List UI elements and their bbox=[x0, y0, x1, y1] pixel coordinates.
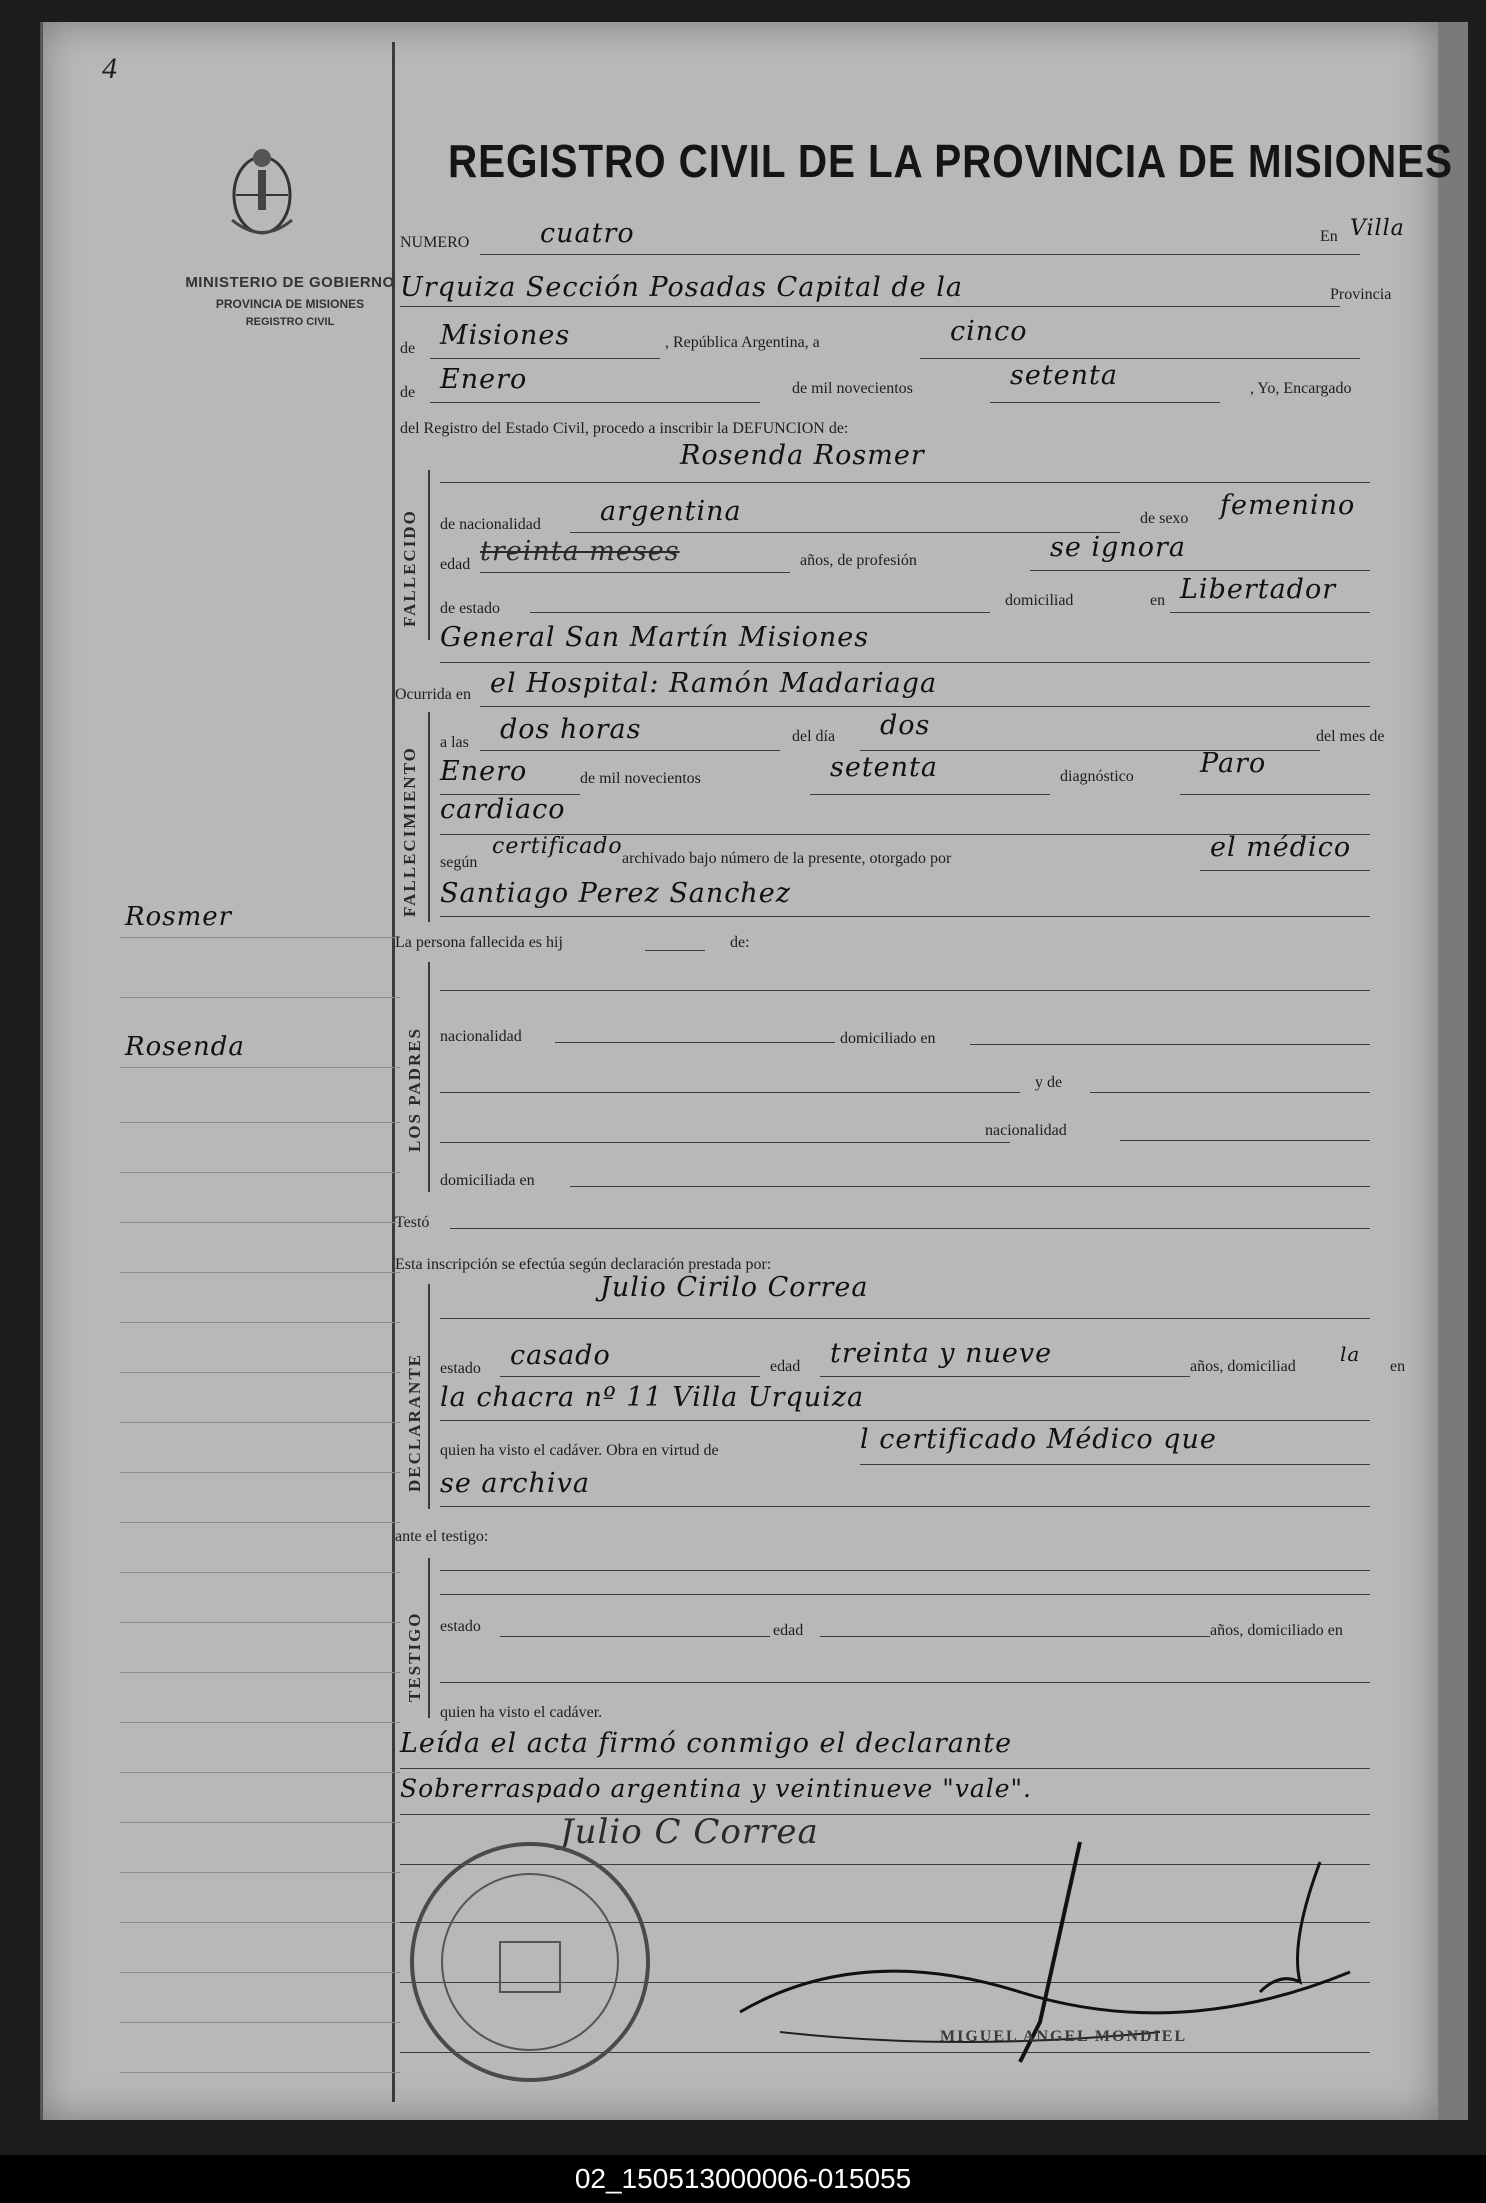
label-testo: Testó bbox=[395, 1214, 430, 1231]
label-domiciliado-en: domiciliado en bbox=[840, 1030, 936, 1047]
section-label-padres: LOS PADRES bbox=[405, 1026, 424, 1152]
value-mes: Enero bbox=[440, 364, 528, 395]
label-provincia: Provincia bbox=[1330, 286, 1392, 303]
page-left-border bbox=[40, 22, 43, 2120]
value-anio: setenta bbox=[1010, 360, 1118, 391]
image-footer bbox=[0, 2155, 1486, 2203]
label-en2: en bbox=[1150, 592, 1166, 609]
label-a-las: a las bbox=[440, 734, 469, 751]
value-profesion: se ignora bbox=[1050, 532, 1186, 563]
label-anos-dom: años, domiciliad bbox=[1190, 1358, 1296, 1375]
value-domicilio-decl: la bbox=[1340, 1342, 1361, 1366]
value-estado-decl: casado bbox=[510, 1340, 611, 1371]
label-de3: de: bbox=[730, 934, 750, 951]
label-en: En bbox=[1320, 228, 1338, 245]
value-anio-fall: setenta bbox=[830, 752, 938, 783]
value-dia: cinco bbox=[950, 316, 1028, 347]
value-nacionalidad: argentina bbox=[600, 496, 742, 527]
label-edad3: edad bbox=[773, 1622, 804, 1639]
label-de2: de bbox=[400, 384, 416, 401]
value-cierre2: Sobrerraspado argentina y veintinueve "vale". bbox=[400, 1774, 1032, 1803]
label-domiciliada-en: domiciliada en bbox=[440, 1172, 535, 1189]
label-yo: , Yo, Encargado bbox=[1250, 380, 1352, 397]
register-page bbox=[40, 22, 1453, 2120]
value-hora: dos horas bbox=[500, 714, 642, 745]
value-medico: Santiago Perez Sanchez bbox=[440, 878, 792, 909]
section-label-testigo: TESTIGO bbox=[405, 1611, 424, 1702]
ministry-office: REGISTRO CIVIL bbox=[245, 316, 335, 328]
label-de-mil2: de mil novecientos bbox=[580, 770, 701, 787]
label-de: de bbox=[400, 340, 416, 357]
declarant-signature: Julio C Correa bbox=[560, 1812, 819, 1852]
margin-note-surname: Rosmer bbox=[125, 902, 233, 932]
value-edad-decl: treinta y nueve bbox=[830, 1338, 1053, 1369]
label-quien-ha-visto: quien ha visto el cadáver. Obra en virtud de bbox=[440, 1442, 719, 1459]
value-domicilio-decl2: la chacra nº 11 Villa Urquiza bbox=[440, 1382, 865, 1413]
document-title: REGISTRO CIVIL DE LA PROVINCIA DE MISIONES bbox=[448, 135, 1453, 187]
label-republica: , República Argentina, a bbox=[665, 334, 820, 351]
page-number: 4 bbox=[102, 52, 117, 85]
image-id-label: 02_150513000006-015055 bbox=[574, 2163, 912, 2194]
label-estado2: estado bbox=[440, 1360, 481, 1377]
label-de-mil: de mil novecientos bbox=[792, 380, 913, 397]
label-en3: en bbox=[1390, 1358, 1406, 1375]
value-obra: l certificado Médico que bbox=[860, 1424, 1217, 1455]
label-nacionalidad: de nacionalidad bbox=[440, 516, 541, 533]
ministry-block bbox=[140, 274, 440, 328]
value-lugar: Urquiza Sección Posadas Capital de la bbox=[400, 272, 963, 303]
value-certificado: certificado bbox=[492, 834, 623, 859]
ministry-province: PROVINCIA DE MISIONES bbox=[215, 297, 365, 311]
value-declarante: Julio Cirilo Correa bbox=[600, 1272, 869, 1303]
value-diagnostico2: cardiaco bbox=[440, 794, 566, 825]
value-numero: cuatro bbox=[540, 218, 635, 249]
label-y-de: y de bbox=[1035, 1074, 1063, 1091]
value-nombre: Rosenda Rosmer bbox=[680, 440, 925, 471]
label-estado: de estado bbox=[440, 600, 500, 617]
label-estado3: estado bbox=[440, 1618, 481, 1635]
value-sexo: femenino bbox=[1220, 490, 1356, 521]
margin-note-given-name: Rosenda bbox=[125, 1032, 245, 1062]
section-label-fallecido: FALLECIDO bbox=[400, 509, 419, 627]
value-diagnostico: Paro bbox=[1200, 748, 1267, 779]
label-del-registro: del Registro del Estado Civil, procedo a inscribir la DEFUNCION de: bbox=[400, 420, 849, 437]
label-del-dia: del día bbox=[792, 728, 836, 745]
label-domiciliado: domiciliad bbox=[1005, 592, 1074, 609]
value-obra2: se archiva bbox=[440, 1468, 590, 1499]
ministry-name: MINISTERIO DE GOBIERNO bbox=[185, 274, 395, 291]
label-edad: edad bbox=[440, 556, 471, 573]
value-mes-fall: Enero bbox=[440, 756, 528, 787]
label-edad2: edad bbox=[770, 1358, 801, 1375]
section-label-fallecimiento: FALLECIMIENTO bbox=[400, 746, 419, 917]
margin-divider bbox=[392, 42, 395, 2102]
label-quien-ha-visto2: quien ha visto el cadáver. bbox=[440, 1704, 603, 1721]
label-del-mes: del mes de bbox=[1316, 728, 1385, 745]
value-domicilio: Libertador bbox=[1180, 574, 1337, 605]
argentina-coat-of-arms-icon bbox=[222, 140, 302, 250]
section-label-declarante: DECLARANTE bbox=[405, 1352, 424, 1492]
label-anos-profesion: años, de profesión bbox=[800, 552, 917, 569]
value-domicilio2: General San Martín Misiones bbox=[440, 622, 870, 653]
value-cierre1: Leída el acta firmó conmigo el declarante bbox=[400, 1728, 1013, 1759]
label-hijo: La persona fallecida es hij bbox=[395, 934, 563, 951]
value-otorgado: el médico bbox=[1210, 832, 1352, 863]
value-edad: treinta meses bbox=[480, 536, 680, 567]
value-dia-fall: dos bbox=[880, 710, 931, 741]
label-diagnostico: diagnóstico bbox=[1060, 768, 1134, 785]
label-ocurrida: Ocurrida en bbox=[395, 686, 471, 703]
page-edge bbox=[1438, 22, 1468, 2120]
label-archivado: archivado bajo número de la presente, otorgado por bbox=[622, 850, 952, 867]
value-provincia: Misiones bbox=[440, 320, 571, 351]
label-inscripcion: Esta inscripción se efectúa según declaración prestada por: bbox=[395, 1256, 772, 1273]
label-nacionalidad2: nacionalidad bbox=[440, 1028, 522, 1045]
label-numero: NUMERO bbox=[400, 234, 470, 251]
officer-stamp-name: MIGUEL ANGEL MONDIEL bbox=[940, 2028, 1188, 2045]
value-en: Villa bbox=[1350, 216, 1405, 241]
label-anos-dom2: años, domiciliado en bbox=[1210, 1622, 1343, 1639]
label-nacionalidad3: nacionalidad bbox=[985, 1122, 1067, 1139]
label-sexo: de sexo bbox=[1140, 510, 1189, 527]
label-ante-testigo: ante el testigo: bbox=[395, 1528, 489, 1545]
official-seal-icon bbox=[400, 1832, 660, 2092]
label-segun: según bbox=[440, 854, 478, 871]
value-lugar-defuncion: el Hospital: Ramón Madariaga bbox=[490, 668, 938, 699]
